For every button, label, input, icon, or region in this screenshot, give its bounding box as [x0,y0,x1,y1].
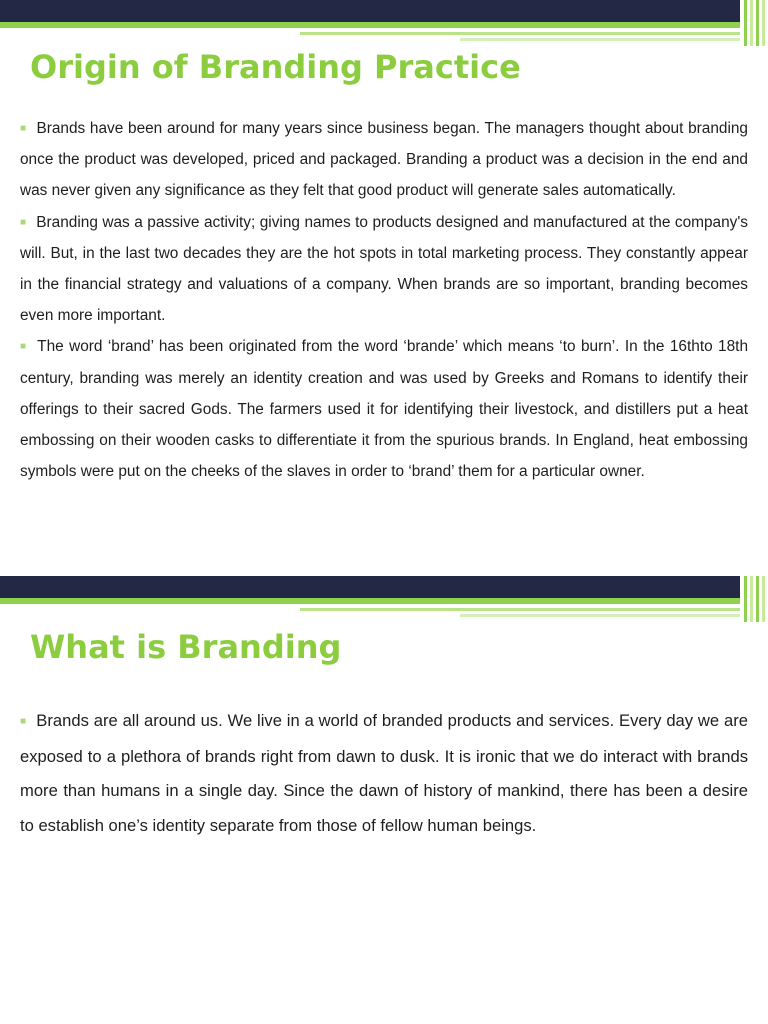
bullet-icon: ■ [20,341,28,353]
slide-body [20,113,748,487]
header-navy-bar [0,576,740,598]
header-stripe [750,0,753,46]
bullet-paragraph: ■ The word ‘brand’ has been originated from the word ‘brande’ which means ‘to burn’. In the 16thto 18th century, branding was merely an identity creation and was used by Greeks and Romans to identify their offerings to their sacred Gods. The farmers used it for identifying their livestock, and distillers put a heat embossing on their wooden casks to differentiate it from the spurious brands. In England, heat embossing symbols were put on the cheeks of the slaves in order to ‘brand’ them for a particular owner. [20,338,748,481]
bullet-paragraph: ■ Brands have been around for many years since business began. The managers thought about branding once the product was developed, priced and packaged. Branding a product was a decision in the end and was never given any significance as they felt that good product will generate sales automatically. [20,120,748,200]
bullet-icon: ■ [20,123,27,134]
header-thin-line [300,32,740,35]
bullet-icon: ■ [20,716,27,727]
header-thin-line [300,608,740,611]
header-green-line [0,22,740,28]
header-green-line [0,598,740,604]
header-stripe [756,576,759,622]
slide-title: Origin of Branding Practice [30,48,521,86]
header-thin-line [460,614,740,617]
bullet-paragraph: ■ Brands are all around us. We live in a world of branded products and services. Every day we are exposed to a plethora of brands right from dawn to dusk. It is ironic that we do interact with brands more than humans in a single day. Since the dawn of history of mankind, there has been a desire to establish one’s identity separate from those of fellow human beings. [20,711,748,835]
header-stripe [750,576,753,622]
header-stripe [744,0,747,46]
header-navy-bar [0,0,740,22]
slide-what-is-branding [0,576,768,1024]
header-stripe [762,0,765,46]
bullet-paragraph: ■ Branding was a passive activity; giving names to products designed and manufactured at the company's will. But, in the last two decades they are the hot spots in total marketing process. They constantly appear in the financial strategy and valuations of a company. When brands are so important, branding becomes even more important. [20,213,748,325]
header-stripe [744,576,747,622]
header-thin-line [460,38,740,41]
bullet-icon: ■ [20,216,27,228]
header-stripe [756,0,759,46]
slide-body [20,704,748,843]
header-stripe [762,576,765,622]
slide-title: What is Branding [30,628,342,666]
